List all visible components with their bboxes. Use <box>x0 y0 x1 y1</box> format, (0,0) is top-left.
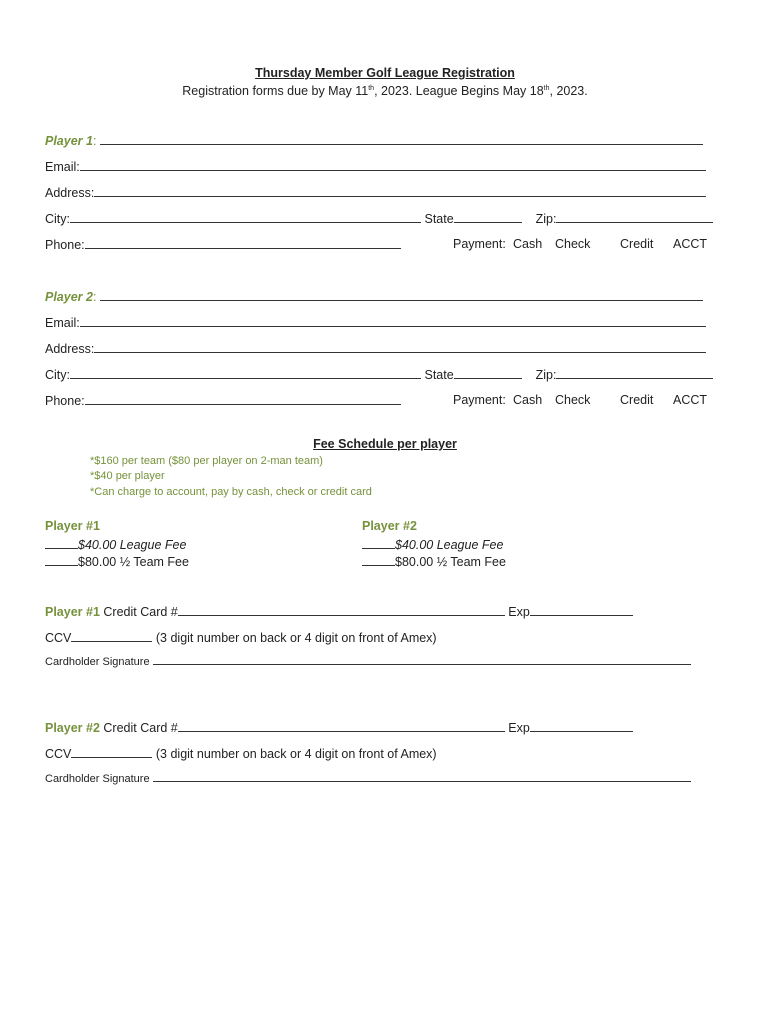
player-2-email-label: Email: <box>45 316 80 330</box>
player-2-option-acct[interactable]: ACCT <box>673 393 708 407</box>
player-2-city-field[interactable] <box>70 367 421 379</box>
player-1-name-field[interactable] <box>100 133 703 145</box>
fee-player-1-team-checkline[interactable] <box>45 554 78 566</box>
player-1-address-row <box>45 185 706 200</box>
card-1-exp-label: Exp <box>508 605 530 619</box>
card-2-number-label: Credit Card # <box>103 721 178 735</box>
card-2-ccv-row <box>45 746 437 761</box>
due-sup: th <box>368 84 375 92</box>
fee-player-1-team-fee: $80.00 ½ Team Fee <box>78 555 189 569</box>
card-2-signature-field[interactable] <box>153 772 691 782</box>
due-suffix: , 2023. <box>549 84 588 98</box>
player-1-option-acct[interactable]: ACCT <box>673 237 708 251</box>
player-1-phone-field[interactable] <box>85 237 401 249</box>
card-1-number-field[interactable] <box>178 604 505 616</box>
card-2-signature-label: Cardholder Signature <box>45 773 150 785</box>
player-2-option-cash[interactable]: Cash <box>513 393 543 407</box>
fee-schedule-title: Fee Schedule per player <box>313 437 457 451</box>
fee-note-3: *Can charge to account, pay by cash, check or credit card <box>90 486 372 498</box>
fee-note-1: *$160 per team ($80 per player on 2-man team) <box>90 455 323 467</box>
card-2-player-label: Player #2 <box>45 721 100 735</box>
player-2-email-field[interactable] <box>80 315 706 327</box>
card-2-number-field[interactable] <box>178 720 505 732</box>
player-1-email-field[interactable] <box>80 159 706 171</box>
player-2-phone-field[interactable] <box>85 393 401 405</box>
player-2-option-check[interactable]: Check <box>555 393 591 407</box>
player-2-name-row: Player 2: <box>45 289 703 304</box>
fee-player-1-league-checkline[interactable] <box>45 537 78 549</box>
card-1-ccv-note: (3 digit number on back or 4 digit on front of Amex) <box>155 631 437 645</box>
player-1-city-row <box>45 211 713 226</box>
card-1-number-label: Credit Card # <box>103 605 178 619</box>
player-2-label: Player 2 <box>45 290 93 304</box>
player-1-state-label: State <box>424 212 454 226</box>
player-1-address-label: Address: <box>45 186 95 200</box>
player-1-option-check[interactable]: Check <box>555 237 591 251</box>
fee-player-2-team-row <box>362 554 506 569</box>
player-1-state-field[interactable] <box>454 211 522 223</box>
player-1-city-label: City: <box>45 212 70 226</box>
player-2-zip-label: Zip: <box>535 368 557 382</box>
player-1-name-row: Player 1: <box>45 133 703 148</box>
player-1-zip-field[interactable] <box>556 211 713 223</box>
player-2-address-label: Address: <box>45 342 95 356</box>
player-2-address-row <box>45 341 706 356</box>
player-2-email-row <box>45 315 706 330</box>
player-1-email-label: Email: <box>45 160 80 174</box>
card-1-ccv-row <box>45 630 437 645</box>
fee-note-2: *$40 per player <box>90 470 165 482</box>
fee-player-1-team-row <box>45 554 189 569</box>
player-1-label: Player 1 <box>45 134 93 148</box>
player-2-city-label: City: <box>45 368 70 382</box>
card-2-ccv-label: CCV <box>45 747 72 761</box>
due-prefix: Registration forms due by May 11 <box>182 84 369 98</box>
fee-player-2-league-fee: $40.00 League Fee <box>395 538 504 552</box>
card-1-signature-row <box>45 655 691 668</box>
fee-player-1-label: Player #1 <box>45 519 100 533</box>
player-1-option-credit[interactable]: Credit <box>620 237 654 251</box>
fee-player-2-league-row <box>362 537 503 552</box>
player-1-phone-label: Phone: <box>45 238 85 252</box>
player-2-zip-field[interactable] <box>556 367 713 379</box>
card-2-ccv-field[interactable] <box>71 746 152 758</box>
card-1-signature-label: Cardholder Signature <box>45 656 150 668</box>
card-2-signature-row <box>45 772 691 785</box>
card-1-player-label: Player #1 <box>45 605 100 619</box>
card-1-exp-field[interactable] <box>530 604 633 616</box>
card-2-exp-field[interactable] <box>530 720 633 732</box>
player-1-payment-label: Payment: <box>453 237 506 251</box>
card-2-row <box>45 720 633 735</box>
card-1-ccv-label: CCV <box>45 631 72 645</box>
card-1-row <box>45 604 633 619</box>
player-2-city-row <box>45 367 713 382</box>
card-2-exp-label: Exp <box>508 721 530 735</box>
card-1-signature-field[interactable] <box>153 655 691 665</box>
fee-player-1-league-row <box>45 537 186 552</box>
player-2-option-credit[interactable]: Credit <box>620 393 654 407</box>
player-1-phone-row <box>45 237 401 252</box>
fee-player-2-team-checkline[interactable] <box>362 554 395 566</box>
begin-sup: th <box>543 84 550 92</box>
form-title: Thursday Member Golf League Registration <box>255 66 515 80</box>
player-2-name-field[interactable] <box>100 289 703 301</box>
due-date-line <box>0 84 770 98</box>
player-2-state-label: State <box>424 368 454 382</box>
player-2-phone-row <box>45 393 401 408</box>
player-2-payment-label: Payment: <box>453 393 506 407</box>
player-1-option-cash[interactable]: Cash <box>513 237 543 251</box>
card-1-ccv-field[interactable] <box>71 630 152 642</box>
player-1-address-field[interactable] <box>94 185 706 197</box>
fee-player-2-team-fee: $80.00 ½ Team Fee <box>395 555 506 569</box>
fee-player-1-league-fee: $40.00 League Fee <box>78 538 187 552</box>
fee-player-2-league-checkline[interactable] <box>362 537 395 549</box>
player-1-city-field[interactable] <box>70 211 421 223</box>
due-mid: , 2023. League Begins May 18 <box>374 84 544 98</box>
player-2-address-field[interactable] <box>94 341 706 353</box>
player-2-state-field[interactable] <box>454 367 522 379</box>
card-2-ccv-note: (3 digit number on back or 4 digit on front of Amex) <box>155 747 437 761</box>
player-1-email-row <box>45 159 706 174</box>
fee-player-2-label: Player #2 <box>362 519 417 533</box>
player-1-zip-label: Zip: <box>535 212 557 226</box>
player-2-phone-label: Phone: <box>45 394 85 408</box>
